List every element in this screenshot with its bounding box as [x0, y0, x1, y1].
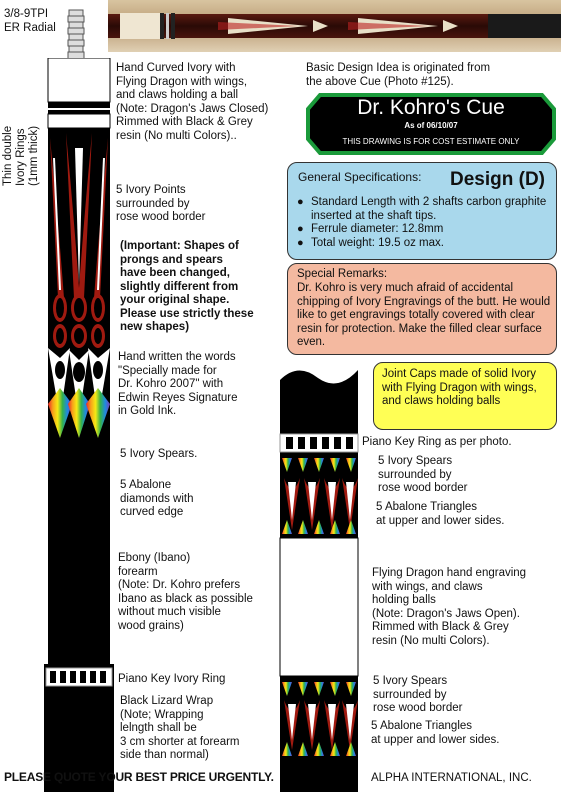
joint-caps-box — [373, 362, 557, 430]
note-piano-key-ring: Piano Key Ivory Ring — [118, 673, 226, 685]
note-right-triangles-top: 5 Abalone Triangles at upper and lower sides. — [376, 501, 505, 527]
footer-quote: PLEASE QUOTE YOUR BEST PRICE URGENTLY. — [4, 770, 274, 784]
footer-company: ALPHA INTERNATIONAL, INC. — [371, 772, 532, 784]
right-cue-joint-drawing — [278, 360, 360, 792]
note-right-spears-top: 5 Ivory Spears surrounded by rose wood border — [378, 455, 468, 494]
specs-list — [297, 196, 549, 250]
special-remarks-box — [287, 263, 557, 355]
note-right-dragon-open: Flying Dragon hand engraving with wings, and claws holding balls (Note: Dragon's Jaws Open). Rimmed with Black & Grey resin (No multi Colors). — [372, 567, 527, 647]
joint-pin — [64, 8, 88, 60]
reference-cue-photo — [108, 0, 561, 52]
note-lizard-wrap: Black Lizard Wrap (Note; Wrapping lelngth shall be 3 cm shorter at forearm side than normal) — [120, 695, 240, 761]
note-right-spears-bottom: 5 Ivory Spears surrounded by rose wood border — [373, 675, 463, 714]
design-origin-caption: Basic Design Idea is originated from the above Cue (Photo #125). — [306, 62, 491, 88]
note-dragon-closed: Hand Curved Ivory with Flying Dragon with wings, and claws holding a ball (Note: Dragon's Jaws Closed) Rimmed with Black & Grey resin (No multi Colors).. — [116, 62, 269, 142]
ivory-rings-note — [2, 126, 41, 186]
note-right-piano-ring: Piano Key Ring as per photo. — [362, 436, 512, 448]
title-text: Dr. Kohro's Cue — [357, 96, 505, 119]
title-note: THIS DRAWING IS FOR COST ESTIMATE ONLY — [342, 137, 520, 146]
joint-caps-text: Joint Caps made of solid Ivory with Flying Dragon with wings, and claws holding balls — [382, 368, 537, 407]
ivory-rings-note-text: Thin double Ivory Rings (1mm thick) — [2, 125, 40, 186]
remarks-heading: Special Remarks: — [297, 268, 388, 280]
specs-heading: General Specifications: — [298, 170, 422, 184]
thread-spec: 3/8-9TPI ER Radial — [4, 8, 56, 34]
note-abalone-diamonds: 5 Abalone diamonds with curved edge — [120, 479, 194, 518]
remarks-text: Dr. Kohro is very much afraid of accidental chipping of Ivory Engravings of the butt. He would like to get engravings totally covered with clear resin for protection. Make the filled clear surface even. — [297, 282, 551, 348]
note-forearm: Ebony (Ibano) forearm (Note: Dr. Kohro prefers Ibano as black as possible without much visible wood grains) — [118, 552, 253, 632]
left-cue-butt-drawing — [44, 58, 114, 792]
design-label: Design (D) — [450, 169, 545, 190]
note-important: (Important: Shapes of prongs and spears have been changed, slightly different from your original shape. Please use strictly these new shapes) — [120, 240, 254, 333]
specs-item: ● Standard Length with 2 shafts carbon graphite inserted at the shaft tips. — [297, 196, 549, 223]
title-date: As of 06/10/07 — [404, 121, 458, 130]
specs-item: ● Ferrule diameter: 12.8mm — [297, 223, 549, 237]
note-right-triangles-bottom: 5 Abalone Triangles at upper and lower sides. — [371, 720, 500, 746]
note-ivory-points: 5 Ivory Points surrounded by rose wood border — [116, 184, 206, 223]
note-ivory-spears: 5 Ivory Spears. — [120, 448, 198, 460]
general-specifications-box — [287, 162, 557, 260]
note-handwritten: Hand written the words "Specially made for Dr. Kohro 2007" with Edwin Reyes Signature in Gold Ink. — [118, 351, 238, 417]
specs-item: ● Total weight: 19.5 oz max. — [297, 237, 549, 251]
